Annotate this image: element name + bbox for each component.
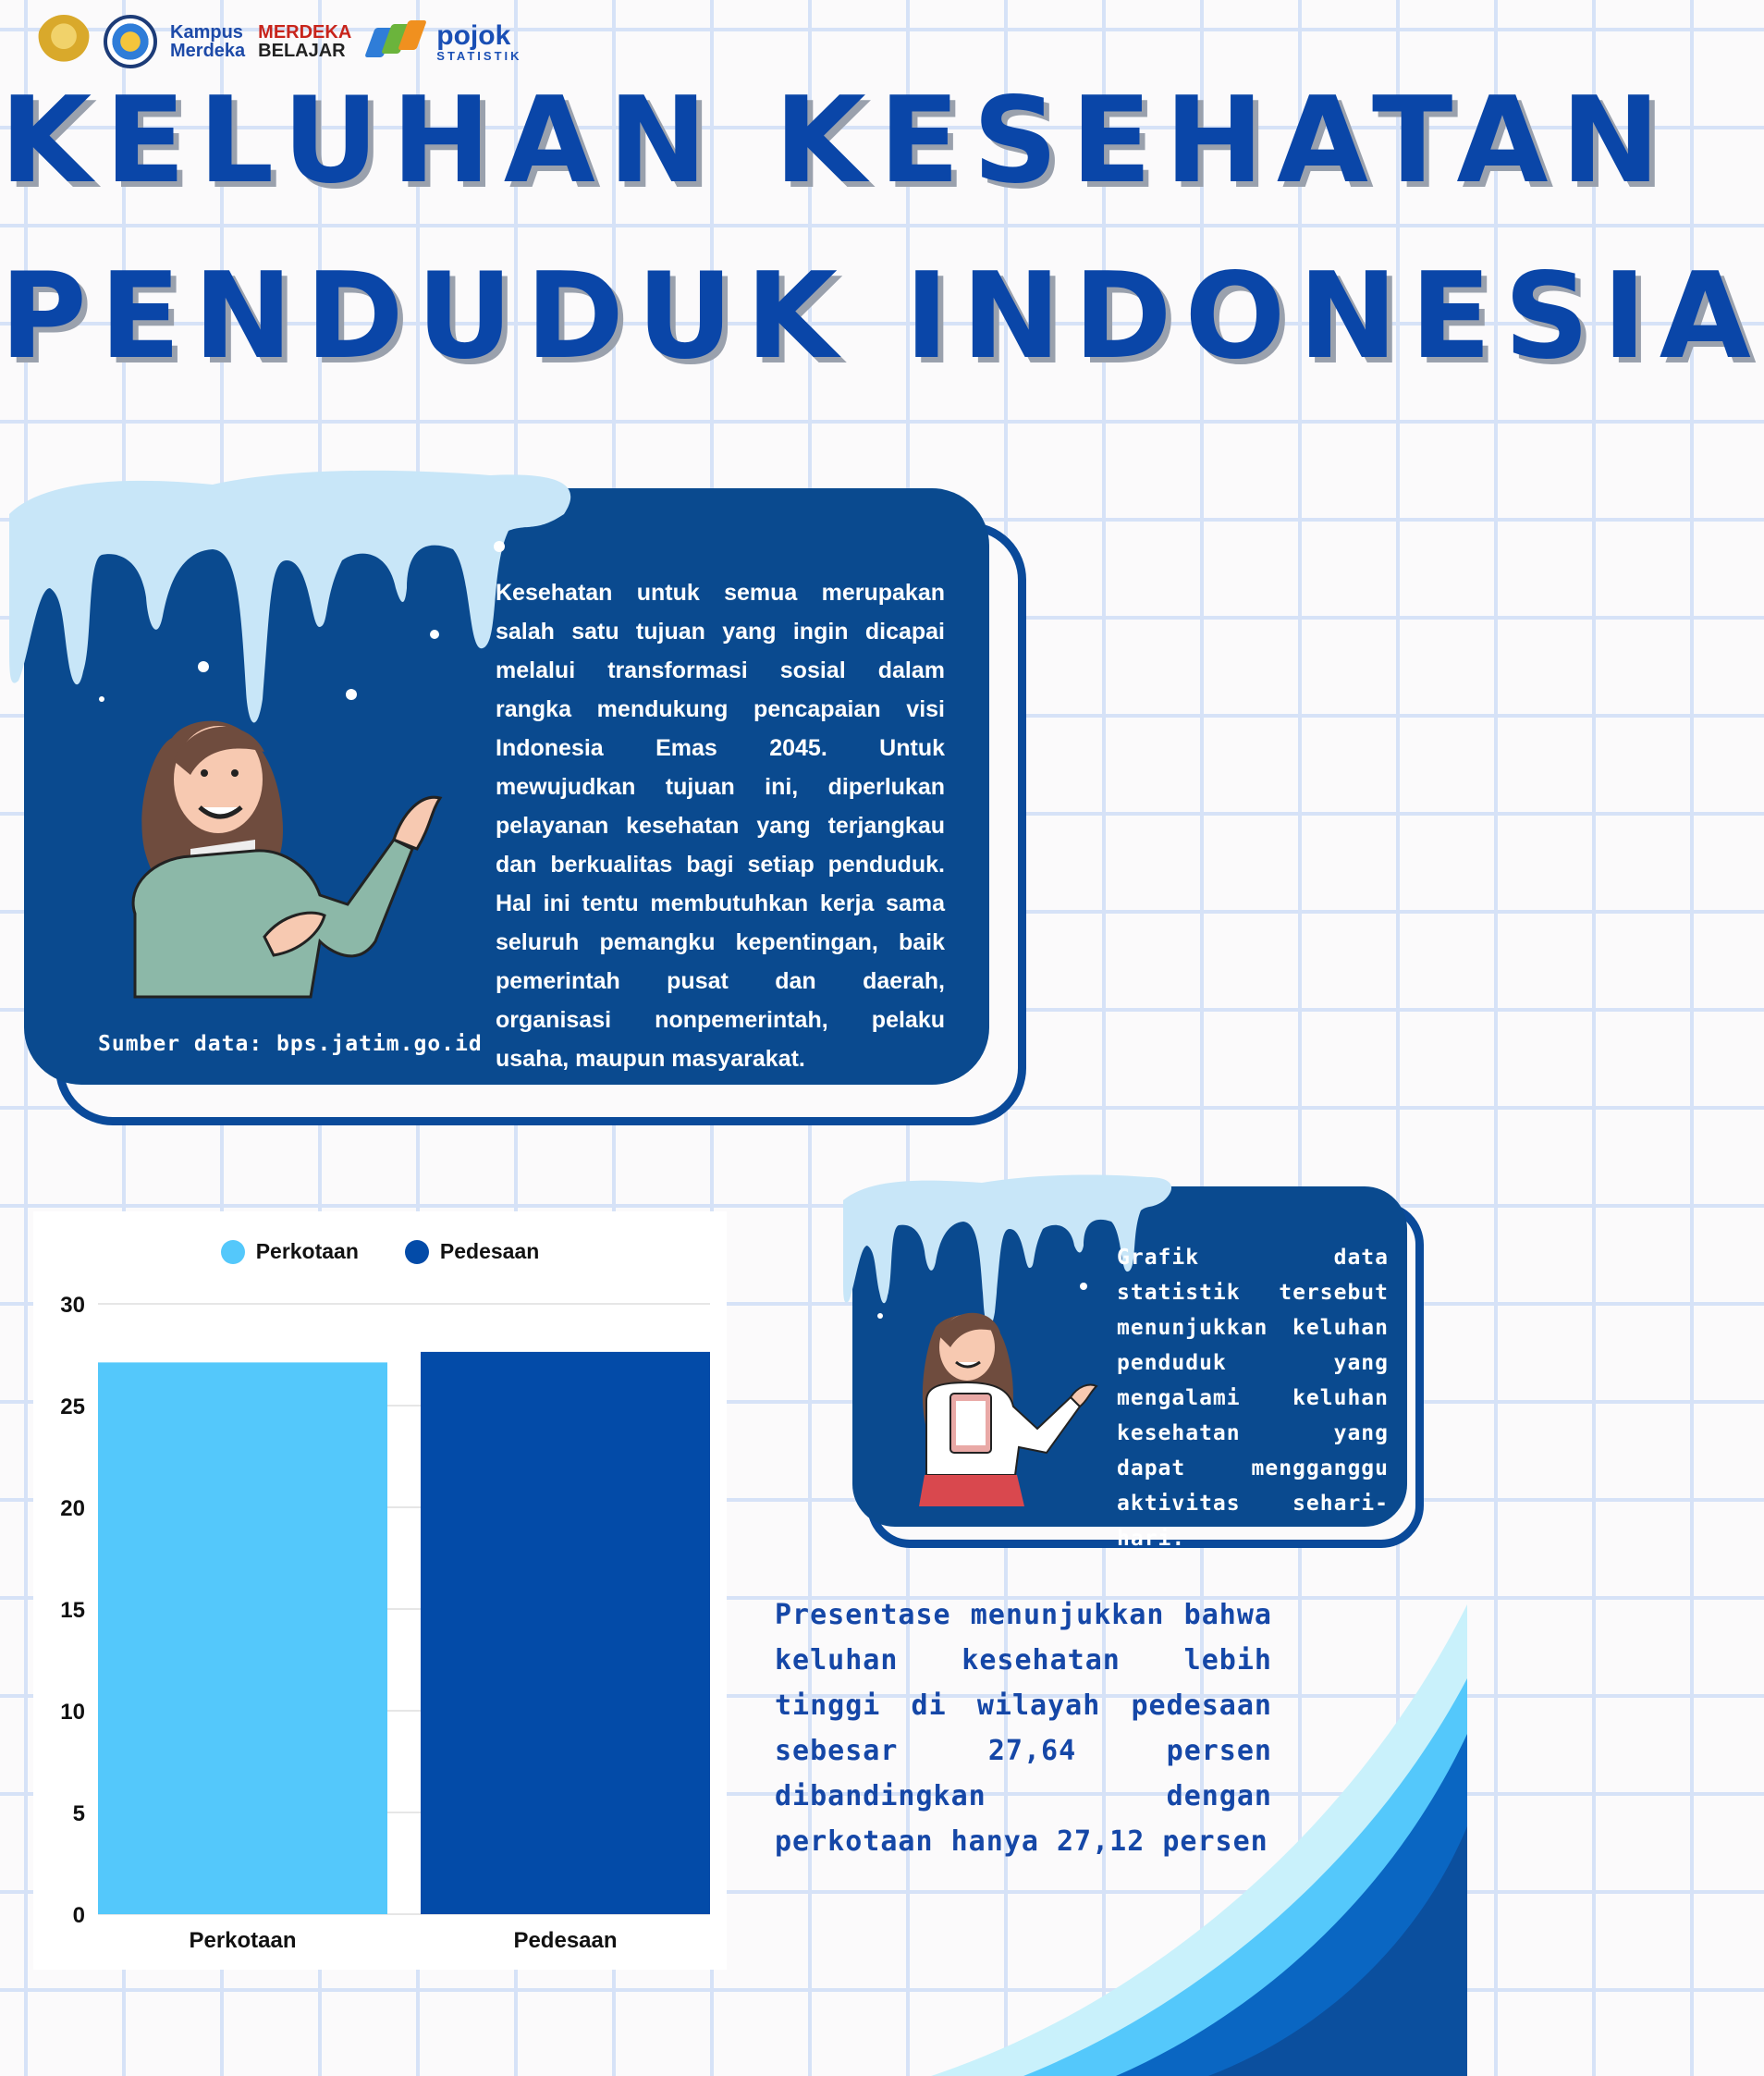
bar-chart	[33, 1211, 727, 1970]
merdeka-belajar-logo: MERDEKA BELAJAR	[258, 22, 352, 61]
y-tick-label: 5	[72, 1801, 85, 1826]
pojok-statistik-logo: pojok STATISTIK	[436, 19, 522, 63]
woman-clipboard-illustration	[899, 1290, 1102, 1512]
university-seal-logo	[104, 15, 157, 68]
legend-label-pedesaan: Pedesaan	[439, 1239, 540, 1263]
note-card	[852, 1186, 1407, 1551]
intro-paragraph: Kesehatan untuk semua merupakan salah satu tujuan yang ingin dicapai melalui transformasi sosial dalam rangka mendukung pencapaian visi Indonesia Emas 2045. Untuk mewujudkan tujuan ini, diperlukan pelayanan kesehatan yang terjangkau dan berkualitas bagi setiap penduduk. Hal ini tentu membutuhkan kerja sama seluruh pemangku kepentingan, baik pemerintah pusat dan daerah, organisasi nonpemerintah, pelaku usaha, maupun masyarakat.	[496, 580, 945, 1072]
y-tick-label: 25	[60, 1394, 85, 1419]
intro-card	[24, 488, 989, 1085]
woman-presenting-illustration	[98, 673, 468, 1006]
bps-logo	[364, 20, 423, 63]
data-source-label: Sumber data: bps.jatim.go.id	[98, 1032, 483, 1056]
x-tick-label: Pedesaan	[513, 1928, 618, 1953]
y-tick-label: 0	[72, 1903, 85, 1928]
note-paragraph: Grafik data statistik tersebut menunjukkan keluhan penduduk yang mengalami keluhan kesehatan yang dapat mengganggu aktivitas sehari-hari.	[1117, 1246, 1389, 1551]
unpa-logo	[37, 15, 91, 68]
kampus-merdeka-logo: Kampus Merdeka	[170, 22, 246, 61]
logo-bar	[37, 9, 522, 74]
wave-decoration	[876, 1521, 1467, 2076]
page-title-line-1: KELUHAN KESEHATAN	[0, 72, 1673, 210]
chart-plot-area	[33, 1211, 727, 1970]
bar-pedesaan	[421, 1352, 710, 1914]
y-tick-label: 20	[60, 1496, 85, 1521]
bar-perkotaan	[98, 1362, 387, 1914]
legend-label-perkotaan: Perkotaan	[255, 1239, 359, 1263]
y-tick-label: 10	[60, 1700, 85, 1725]
conclusion-paragraph: Presentase menunjukkan bahwa keluhan kesehatan lebih tinggi di wilayah pedesaan sebesar 27,64 persen dibandingkan dengan perkotaan hanya 27,12 persen	[775, 1599, 1272, 1858]
y-tick-label: 15	[60, 1598, 85, 1623]
y-tick-label: 30	[60, 1293, 85, 1318]
x-tick-label: Perkotaan	[189, 1928, 297, 1953]
page-title-line-2: PENDUDUK INDONESIA	[0, 248, 1764, 386]
